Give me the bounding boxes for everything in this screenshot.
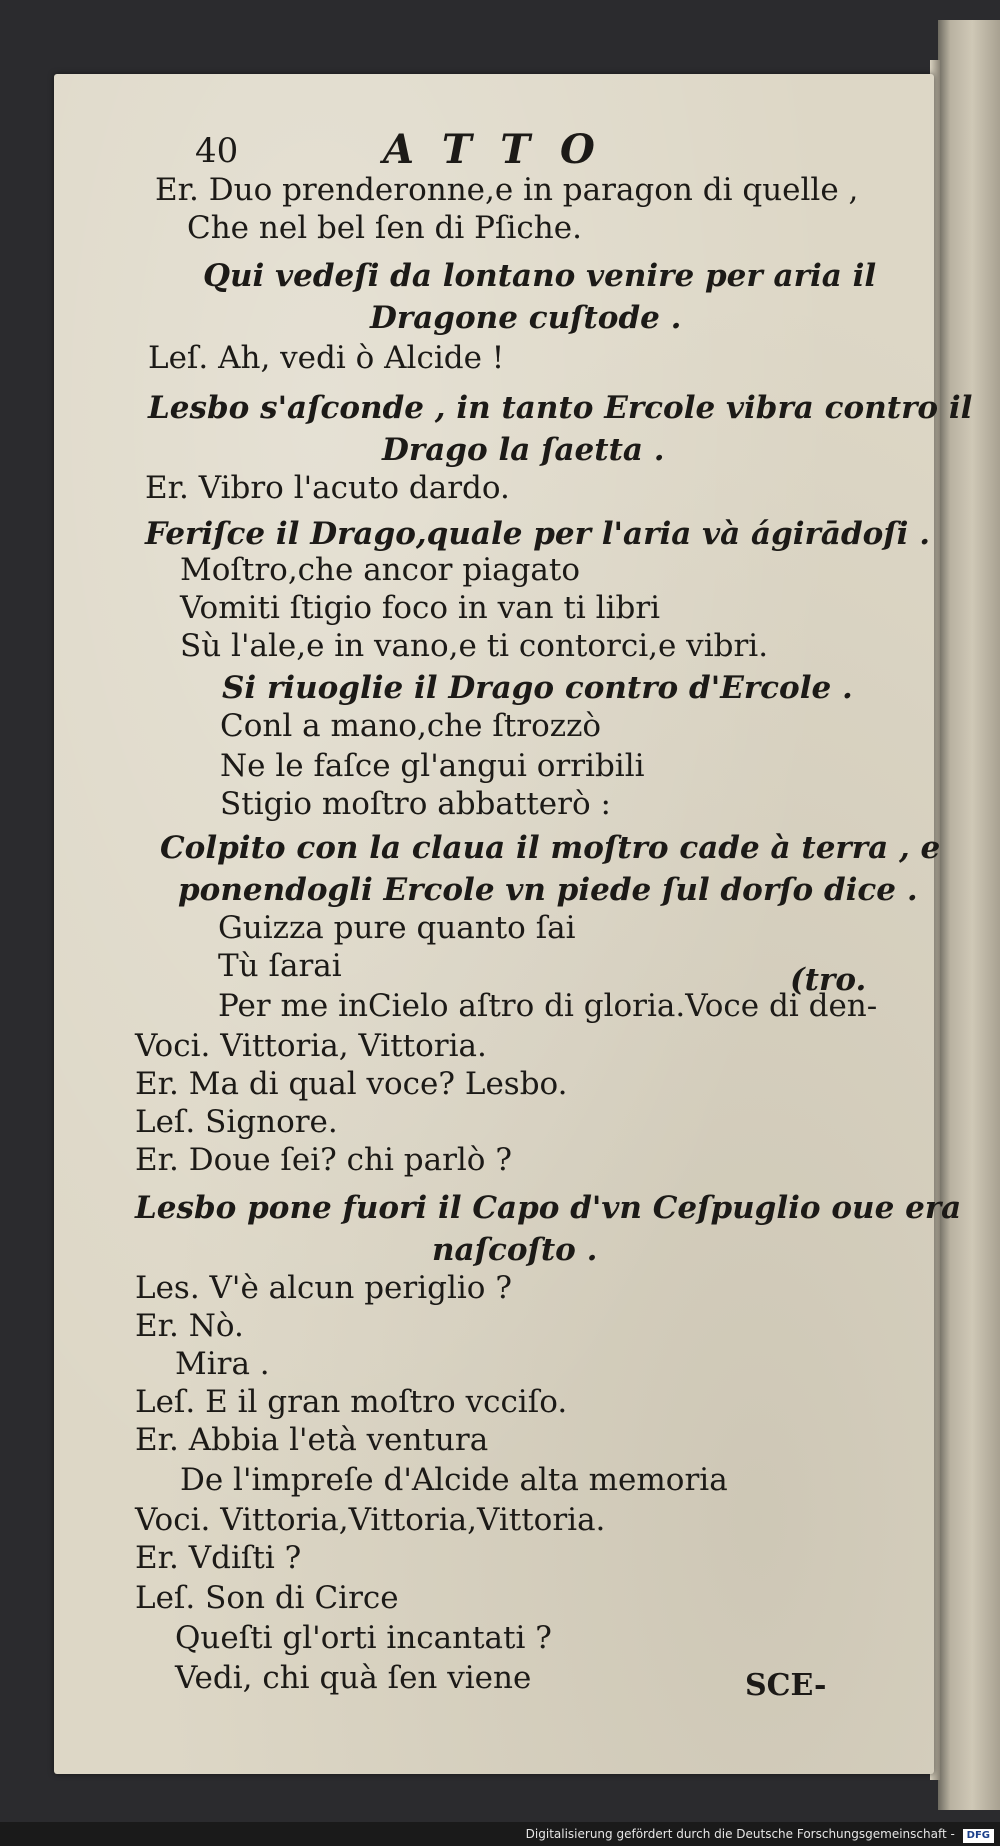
text-line: Vedi, chi quà ſen viene bbox=[175, 1660, 532, 1696]
text-line: Er. Duo prenderonne,e in paragon di quelle , bbox=[155, 172, 859, 208]
dfg-logo: DFG bbox=[963, 1829, 994, 1843]
text-line: Er. Vdiſti ? bbox=[135, 1540, 302, 1576]
text-line: Leſ. Signore. bbox=[135, 1104, 338, 1140]
stage-direction-line: Si riuoglie il Drago contro d'Ercole . bbox=[222, 670, 853, 706]
text-line: Tù ſarai bbox=[218, 948, 342, 984]
text-line: Sù l'ale,e in vano,e ti contorci,e vibri. bbox=[180, 628, 769, 664]
text-line: Leſ. Ah, vedi ò Alcide ! bbox=[148, 340, 505, 376]
text-line: Er. Ma di qual voce? Lesbo. bbox=[135, 1066, 568, 1102]
text-line: Er. Nò. bbox=[135, 1308, 244, 1344]
stage-direction-line: Feriſce il Drago,quale per l'aria và ágirādoſi . bbox=[145, 516, 931, 552]
digitization-footer bbox=[0, 1822, 1000, 1846]
stage-direction-line: (tro. bbox=[790, 962, 867, 998]
text-line: Stigio moſtro abbatterò : bbox=[220, 786, 611, 822]
stage-direction-line: ponendogli Ercole vn piede ſul dorſo dice . bbox=[178, 872, 918, 908]
stage-direction-line: Dragone cuſtode . bbox=[370, 300, 682, 336]
text-line: Voci. Vittoria,Vittoria,Vittoria. bbox=[135, 1502, 606, 1538]
text-line: Che nel bel ſen di Pſiche. bbox=[187, 210, 582, 246]
text-line: Leſ. E il gran moſtro vcciſo. bbox=[135, 1384, 568, 1420]
text-line: Queſti gl'orti incantati ? bbox=[175, 1620, 552, 1656]
stage-direction-line: Drago la ſaetta . bbox=[382, 432, 665, 468]
stage-direction-line: naſcoſto . bbox=[432, 1232, 598, 1268]
text-line: Voci. Vittoria, Vittoria. bbox=[135, 1028, 487, 1064]
text-line: Er. Doue ſei? chi parlò ? bbox=[135, 1142, 512, 1178]
text-line: Mira . bbox=[175, 1346, 270, 1382]
text-line: Leſ. Son di Circe bbox=[135, 1580, 399, 1616]
text-line: Er. Vibro l'acuto dardo. bbox=[145, 470, 510, 506]
catchword: SCE- bbox=[745, 1668, 827, 1703]
running-title: ATTO bbox=[383, 126, 625, 173]
text-line: De l'impreſe d'Alcide alta memoria bbox=[180, 1462, 728, 1498]
stage-direction-line: Qui vedeſi da lontano venire per aria il bbox=[203, 258, 877, 294]
stage-direction-line: Lesbo pone fuori il Capo d'vn Ceſpuglio oue era bbox=[135, 1190, 962, 1226]
text-line: Conl a mano,che ſtrozzò bbox=[220, 708, 602, 744]
text-line: Les. V'è alcun periglio ? bbox=[135, 1270, 512, 1306]
page-number: 40 bbox=[195, 131, 239, 171]
text-line: Er. Abbia l'età ventura bbox=[135, 1422, 489, 1458]
adjacent-page-edge bbox=[938, 20, 1000, 1810]
text-line: Per me inCielo aſtro di gloria.Voce di den- bbox=[218, 988, 878, 1024]
stage-direction-line: Lesbo s'aſconde , in tanto Ercole vibra contro il bbox=[148, 390, 973, 426]
page-header bbox=[195, 126, 625, 173]
text-line: Guizza pure quanto ſai bbox=[218, 910, 576, 946]
text-line: Ne le faſce gl'angui orribili bbox=[220, 748, 645, 784]
text-line: Vomiti ſtigio foco in van ti libri bbox=[180, 590, 661, 626]
stage-direction-line: Colpito con la claua il moſtro cade à terra , e bbox=[160, 830, 941, 866]
text-line: Moſtro,che ancor piagato bbox=[180, 552, 581, 588]
footer-text: Digitalisierung gefördert durch die Deutsche Forschungsgemeinschaft - bbox=[525, 1827, 955, 1841]
